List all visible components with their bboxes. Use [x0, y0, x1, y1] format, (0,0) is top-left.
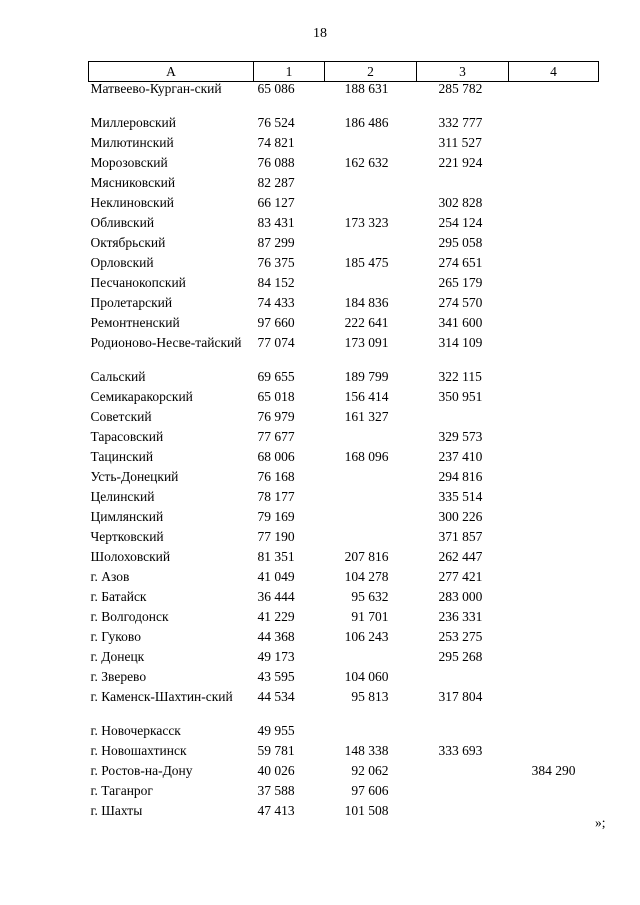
table-row	[89, 276, 599, 296]
value-col-4	[509, 276, 599, 296]
value-col-1: 66 127	[257, 195, 295, 210]
value-col-1: 87 299	[257, 235, 295, 250]
table-row	[89, 804, 599, 824]
value-col-2	[325, 470, 417, 490]
table-header	[89, 62, 599, 82]
district-name: Сальский	[90, 369, 146, 384]
value-col-1: 69 655	[257, 369, 295, 384]
value-col-3: 350 951	[438, 389, 483, 404]
value-col-1: 83 431	[257, 215, 295, 230]
value-col-1: 78 177	[257, 489, 295, 504]
column-header-1: 1	[254, 62, 325, 82]
district-name: Чертковский	[90, 529, 164, 544]
district-name: Милютинский	[90, 135, 174, 150]
value-col-4	[509, 490, 599, 510]
value-col-1: 76 979	[257, 409, 295, 424]
value-col-2: 173 323	[344, 215, 389, 230]
value-col-2	[325, 510, 417, 530]
value-col-4	[509, 690, 599, 724]
value-col-3	[417, 804, 509, 824]
column-header-2: 2	[325, 62, 417, 82]
table-row	[89, 316, 599, 336]
value-col-2: 104 060	[344, 669, 389, 684]
value-col-4	[509, 784, 599, 804]
value-col-3	[417, 670, 509, 690]
value-col-2	[325, 196, 417, 216]
value-col-3: 311 527	[438, 135, 482, 150]
value-col-2: 97 606	[351, 783, 389, 798]
value-col-3: 285 782	[438, 81, 483, 96]
value-col-1: 79 169	[257, 509, 295, 524]
value-col-3: 322 115	[438, 369, 482, 384]
table-row	[89, 236, 599, 256]
district-name: Цимлянский	[90, 509, 164, 524]
value-col-3	[417, 784, 509, 804]
value-col-4	[509, 236, 599, 256]
district-name: Орловский	[90, 255, 154, 270]
district-name: Семикаракорский	[90, 389, 193, 404]
value-col-2: 189 799	[344, 369, 389, 384]
value-col-4	[509, 176, 599, 196]
value-col-2: 188 631	[344, 81, 389, 96]
value-col-1: 49 173	[257, 649, 295, 664]
table-row	[89, 82, 599, 117]
value-col-1: 41 049	[257, 569, 295, 584]
value-col-4	[509, 296, 599, 316]
value-col-1: 41 229	[257, 609, 295, 624]
value-col-4	[509, 744, 599, 764]
value-col-4: 384 290	[531, 763, 576, 778]
table-row	[89, 670, 599, 690]
value-col-2	[325, 650, 417, 670]
value-col-4	[509, 610, 599, 630]
table-body	[89, 82, 599, 825]
value-col-3: 371 857	[438, 529, 483, 544]
value-col-3: 333 693	[438, 743, 483, 758]
value-col-1: 65 018	[257, 389, 295, 404]
district-name: г. Новошахтинск	[90, 743, 187, 758]
value-col-2: 161 327	[344, 409, 389, 424]
value-col-3: 262 447	[438, 549, 483, 564]
value-col-4	[509, 650, 599, 670]
table-row	[89, 156, 599, 176]
value-col-3	[417, 176, 509, 196]
district-name: Ремонтненский	[90, 315, 180, 330]
value-col-3	[417, 724, 509, 744]
value-col-4	[509, 430, 599, 450]
value-col-2: 106 243	[344, 629, 389, 644]
district-name: Тацинский	[90, 449, 154, 464]
value-col-1: 43 595	[257, 669, 295, 684]
data-table	[88, 61, 599, 824]
table-row	[89, 256, 599, 276]
value-col-2	[325, 136, 417, 156]
value-col-1: 44 534	[257, 689, 295, 704]
table-row	[89, 336, 599, 370]
district-name: г. Зверево	[90, 669, 147, 684]
value-col-4	[509, 530, 599, 550]
district-name: г. Новочеркасск	[90, 723, 181, 738]
value-col-2: 101 508	[344, 803, 389, 818]
table-row	[89, 430, 599, 450]
table-row	[89, 650, 599, 670]
value-col-3: 329 573	[438, 429, 483, 444]
table-row	[89, 630, 599, 650]
table-row	[89, 744, 599, 764]
table-row	[89, 450, 599, 470]
value-col-4	[509, 570, 599, 590]
value-col-2: 184 836	[344, 295, 389, 310]
value-col-1: 77 677	[257, 429, 295, 444]
value-col-1: 49 955	[257, 723, 295, 738]
district-name: Морозовский	[90, 155, 168, 170]
table-row	[89, 590, 599, 610]
page-number: 18	[313, 26, 327, 41]
value-col-4	[509, 390, 599, 410]
value-col-2: 222 641	[344, 315, 389, 330]
value-col-3: 335 514	[438, 489, 483, 504]
value-col-4	[509, 196, 599, 216]
value-col-2: 186 486	[344, 115, 389, 130]
value-col-3: 237 410	[438, 449, 483, 464]
value-col-3: 300 226	[438, 509, 483, 524]
value-col-2	[325, 530, 417, 550]
table-row	[89, 470, 599, 490]
table-row	[89, 390, 599, 410]
district-name: Неклиновский	[90, 195, 175, 210]
table-row	[89, 490, 599, 510]
table-row	[89, 176, 599, 196]
district-name: Мясниковский	[90, 175, 176, 190]
district-name: Родионово-Несве-тайский	[90, 335, 242, 350]
column-header-0: А	[89, 62, 254, 82]
value-col-2	[325, 176, 417, 196]
district-name: Шолоховский	[90, 549, 171, 564]
district-name: Матвеево-Курган-ский	[90, 81, 222, 96]
value-col-4	[509, 724, 599, 744]
table-row	[89, 550, 599, 570]
district-name: Целинский	[90, 489, 155, 504]
value-col-4	[509, 670, 599, 690]
table-row	[89, 690, 599, 724]
value-col-3: 283 000	[438, 589, 483, 604]
value-col-4	[509, 316, 599, 336]
table-row	[89, 764, 599, 784]
table-row	[89, 530, 599, 550]
district-name: г. Ростов-на-Дону	[90, 763, 193, 778]
value-col-4	[509, 804, 599, 824]
table-row	[89, 116, 599, 136]
value-col-4	[509, 450, 599, 470]
table-row	[89, 510, 599, 530]
value-col-4	[509, 156, 599, 176]
value-col-2	[325, 724, 417, 744]
value-col-3: 295 268	[438, 649, 483, 664]
value-col-2: 162 632	[344, 155, 389, 170]
value-col-2: 156 414	[344, 389, 389, 404]
value-col-3	[417, 764, 509, 784]
value-col-2: 95 813	[351, 689, 389, 704]
district-name: г. Гуково	[90, 629, 141, 644]
value-col-3: 236 331	[438, 609, 483, 624]
district-name: г. Каменск-Шахтин-ский	[90, 689, 233, 704]
value-col-4	[509, 550, 599, 570]
value-col-3: 295 058	[438, 235, 483, 250]
header-row	[89, 62, 599, 82]
district-name: г. Таганрог	[90, 783, 153, 798]
value-col-2: 91 701	[351, 609, 389, 624]
value-col-1: 74 433	[257, 295, 295, 310]
district-name: Миллеровский	[90, 115, 176, 130]
value-col-3: 277 421	[438, 569, 483, 584]
value-col-1: 77 074	[257, 335, 295, 350]
district-name: г. Батайск	[90, 589, 147, 604]
value-col-3	[417, 410, 509, 430]
value-col-4	[509, 510, 599, 530]
value-col-3: 221 924	[438, 155, 483, 170]
district-name: Обливский	[90, 215, 155, 230]
value-col-3: 254 124	[438, 215, 483, 230]
table-row	[89, 570, 599, 590]
table-row	[89, 196, 599, 216]
value-col-2	[325, 490, 417, 510]
value-col-2: 168 096	[344, 449, 389, 464]
value-col-4	[509, 410, 599, 430]
value-col-2	[325, 236, 417, 256]
closing-mark: »;	[595, 815, 606, 830]
value-col-1: 40 026	[257, 763, 295, 778]
value-col-2	[325, 430, 417, 450]
table-row	[89, 216, 599, 236]
value-col-2: 95 632	[351, 589, 389, 604]
value-col-1: 82 287	[257, 175, 295, 190]
value-col-3: 274 651	[438, 255, 483, 270]
district-name: Советский	[90, 409, 152, 424]
value-col-3: 302 828	[438, 195, 483, 210]
value-col-2	[325, 276, 417, 296]
value-col-3: 265 179	[438, 275, 483, 290]
value-col-1: 76 375	[257, 255, 295, 270]
value-col-4	[509, 630, 599, 650]
value-col-3: 253 275	[438, 629, 483, 644]
district-name: Тарасовский	[90, 429, 164, 444]
value-col-4	[509, 256, 599, 276]
column-header-3: 3	[417, 62, 509, 82]
value-col-2: 173 091	[344, 335, 389, 350]
value-col-4	[509, 216, 599, 236]
table-row	[89, 136, 599, 156]
value-col-3: 332 777	[438, 115, 483, 130]
value-col-1: 76 088	[257, 155, 295, 170]
value-col-3: 317 804	[438, 689, 483, 704]
value-col-1: 68 006	[257, 449, 295, 464]
district-name: Октябрьский	[90, 235, 166, 250]
value-col-4	[509, 82, 599, 117]
table-row	[89, 610, 599, 630]
value-col-3: 341 600	[438, 315, 483, 330]
value-col-1: 76 168	[257, 469, 295, 484]
value-col-4	[509, 370, 599, 390]
value-col-1: 97 660	[257, 315, 295, 330]
table-row	[89, 296, 599, 316]
value-col-2: 104 278	[344, 569, 389, 584]
table-row	[89, 370, 599, 390]
district-name: г. Волгодонск	[90, 609, 169, 624]
value-col-4	[509, 136, 599, 156]
value-col-1: 44 368	[257, 629, 295, 644]
value-col-4	[509, 470, 599, 490]
table-row	[89, 410, 599, 430]
district-name: Усть-Донецкий	[90, 469, 179, 484]
value-col-3: 314 109	[438, 335, 483, 350]
value-col-2: 207 816	[344, 549, 389, 564]
value-col-1: 37 588	[257, 783, 295, 798]
value-col-1: 76 524	[257, 115, 295, 130]
value-col-4	[509, 116, 599, 136]
value-col-2: 92 062	[351, 763, 389, 778]
value-col-1: 81 351	[257, 549, 295, 564]
value-col-4	[509, 590, 599, 610]
district-name: г. Донецк	[90, 649, 145, 664]
column-header-4: 4	[509, 62, 599, 82]
table-row	[89, 724, 599, 744]
district-name: Песчанокопский	[90, 275, 186, 290]
table-row	[89, 784, 599, 804]
value-col-1: 47 413	[257, 803, 295, 818]
value-col-1: 74 821	[257, 135, 295, 150]
district-name: г. Азов	[90, 569, 130, 584]
value-col-4	[509, 336, 599, 370]
value-col-1: 84 152	[257, 275, 295, 290]
value-col-2: 148 338	[344, 743, 389, 758]
value-col-1: 36 444	[257, 589, 295, 604]
value-col-3: 294 816	[438, 469, 483, 484]
value-col-1: 59 781	[257, 743, 295, 758]
value-col-1: 77 190	[257, 529, 295, 544]
district-name: г. Шахты	[90, 803, 143, 818]
value-col-2: 185 475	[344, 255, 389, 270]
value-col-3: 274 570	[438, 295, 483, 310]
value-col-1: 65 086	[257, 81, 295, 96]
district-name: Пролетарский	[90, 295, 173, 310]
